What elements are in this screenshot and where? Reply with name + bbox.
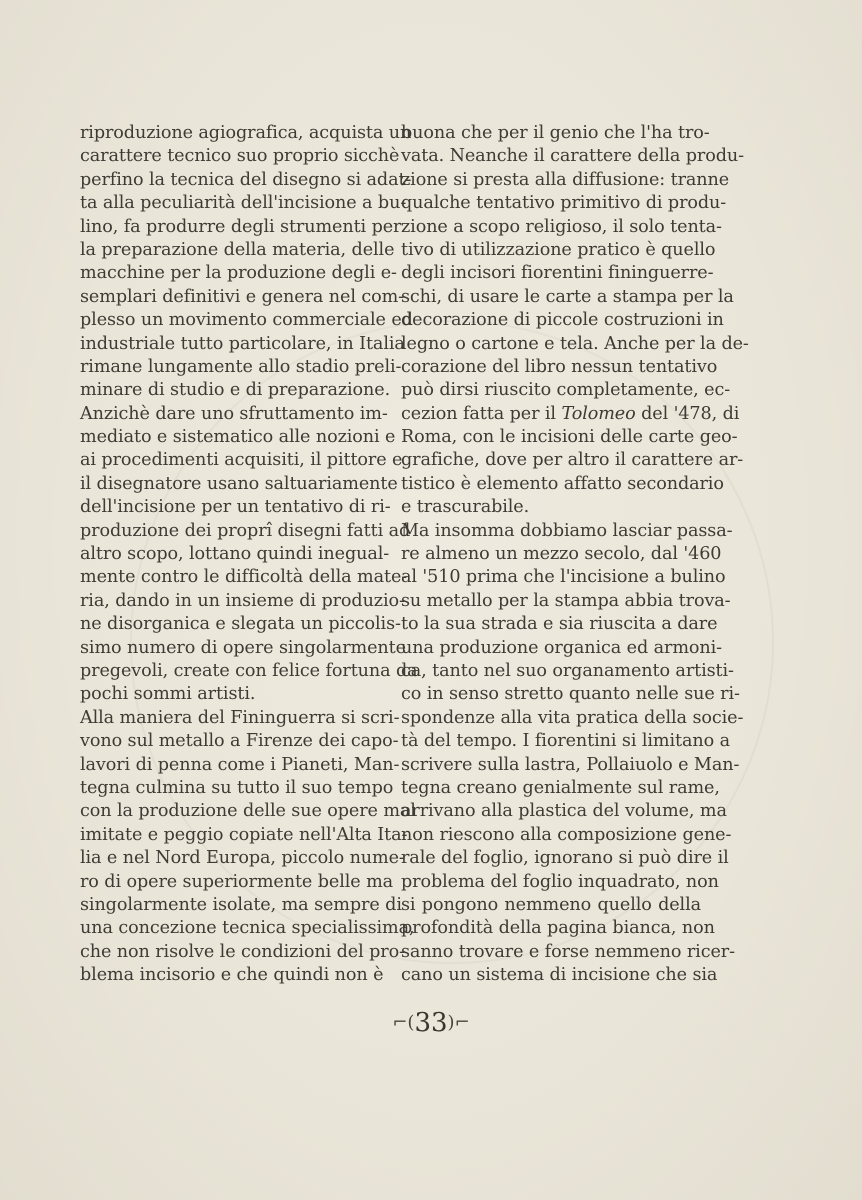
text-line: tegna creano genialmente sul rame, [401, 777, 720, 798]
text-line: rale del foglio, ignorano si può dire il [401, 848, 729, 869]
text-line: Anzichè dare uno sfruttamento im- [80, 403, 388, 424]
text-line: pochi sommi artisti. [80, 684, 256, 705]
text-line: ne disorganica e slegata un piccolis- [80, 614, 401, 635]
text-line: che non risolve le condizioni del pro- [80, 941, 405, 962]
text-line: tà del tempo. I fiorentini si limitano a [401, 731, 730, 752]
text-line: to la sua strada e sia riuscita a dare [401, 614, 718, 635]
text-line: cano un sistema di incisione che sia [401, 965, 718, 986]
text-line: Ma insomma dobbiamo lasciar passa- [401, 520, 733, 541]
text-line: ria, dando in un insieme di produzio- [80, 590, 405, 611]
text-line: una concezione tecnica specialissima, [80, 918, 415, 939]
text-line: può dirsi riuscito completamente, ec- [401, 380, 731, 401]
folio-ornament-right: )⌐ [447, 1012, 470, 1033]
text-line: re almeno un mezzo secolo, dal '460 [401, 544, 722, 565]
text-line: carattere tecnico suo proprio sicchè [80, 146, 400, 167]
text-line: una produzione organica ed armoni- [401, 637, 723, 658]
text-line: industriale tutto particolare, in Italia [80, 333, 405, 354]
text-line: minare di studio e di preparazione. [80, 380, 391, 401]
text-line: lino, fa produrre degli strumenti per [80, 216, 402, 237]
text-line: Alla maniera del Fininguerra si scri- [80, 707, 400, 728]
text-line: singolarmente isolate, ma sempre di [80, 894, 402, 915]
text-line: ca, tanto nel suo organamento artisti- [401, 660, 734, 681]
text-line: rimane lungamente allo stadio preli- [80, 356, 402, 377]
text-line: altro scopo, lottano quindi inegual- [80, 544, 390, 565]
text-line: problema del foglio inquadrato, non [401, 871, 719, 892]
page-number [331, 1008, 531, 1038]
text-line: tegna culmina su tutto il suo tempo [80, 777, 394, 798]
text-line: simo numero di opere singolarmente [80, 637, 406, 658]
text-line: arrivano alla plastica del volume, ma [401, 801, 727, 822]
text-line: zione a scopo religioso, il solo tenta- [401, 216, 722, 237]
text-line: riproduzione agiografica, acquista un [80, 123, 412, 143]
text-line: con la produzione delle sue opere mal [80, 801, 416, 822]
text-line: la preparazione della materia, delle [80, 239, 395, 260]
text-line: spondenze alla vita pratica della socie- [401, 707, 744, 728]
text-line: buona che per il genio che l'ha tro- [401, 123, 710, 143]
text-line: mente contro le difficoltà della mate- [80, 567, 408, 588]
italic-title: Tolomeo [561, 403, 636, 424]
text-line: scrivere sulla lastra, Pollaiuolo e Man- [401, 754, 740, 775]
text-line: tistico è elemento affatto secondario [401, 473, 724, 494]
text-line: cezion fatta per il Tolomeo del '478, di [401, 403, 740, 424]
text-line: profondità della pagina bianca, non [401, 918, 715, 939]
text-line: grafiche, dove per altro il carattere ar- [401, 450, 744, 471]
text-line: mediato e sistematico alle nozioni e [80, 427, 396, 448]
text-line: il disegnatore usano saltuariamente [80, 473, 398, 494]
text-line: macchine per la produzione degli e- [80, 263, 397, 284]
text-line: sanno trovare e forse nemmeno ricer- [401, 941, 735, 962]
text-line: vata. Neanche il carattere della produ- [401, 146, 744, 167]
text-line: perfino la tecnica del disegno si adat- [80, 169, 412, 190]
text-line: degli incisori fiorentini fininguerre- [401, 263, 714, 284]
text-line: al '510 prima che l'incisione a bulino [401, 567, 726, 588]
text-line: su metallo per la stampa abbia trova- [401, 590, 731, 611]
text-line: e trascurabile. [401, 497, 530, 518]
text-line: semplari definitivi e genera nel com- [80, 286, 405, 307]
text-line: schi, di usare le carte a stampa per la [401, 286, 734, 307]
text-line: zione si presta alla diffusione: tranne [401, 169, 730, 190]
text-line: legno o cartone e tela. Anche per la de- [401, 333, 749, 354]
text-line: qualche tentativo primitivo di produ- [401, 193, 727, 214]
text-line: ro di opere superiormente belle ma [80, 871, 394, 892]
text-line: blema incisorio e che quindi non è [80, 965, 384, 986]
text-line: produzione dei proprî disegni fatti ad [80, 520, 411, 541]
text-line: dell'incisione per un tentativo di ri- [80, 497, 391, 518]
text-line: vono sul metallo a Firenze dei capo- [80, 731, 399, 752]
left-text-column [80, 122, 418, 987]
page-number-value: 33 [414, 1008, 448, 1038]
right-text-column [401, 122, 749, 987]
text-line: corazione del libro nessun tentativo [401, 356, 718, 377]
text-line: tivo di utilizzazione pratico è quello [401, 239, 716, 260]
text-line: ai procedimenti acquisiti, il pittore e [80, 450, 403, 471]
text-line: imitate e peggio copiate nell'Alta Ita- [80, 824, 408, 845]
text-line: lavori di penna come i Pianeti, Man- [80, 754, 400, 775]
folio-ornament-left: ⌐( [392, 1012, 415, 1033]
text-line: ta alla peculiarità dell'incisione a bu- [80, 193, 407, 214]
text-line: plesso un movimento commerciale ed [80, 310, 413, 331]
text-line: non riescono alla composizione gene- [401, 824, 732, 845]
text-line: lia e nel Nord Europa, piccolo nume- [80, 848, 405, 869]
text-line: decorazione di piccole costruzioni in [401, 310, 724, 331]
text-line: Roma, con le incisioni delle carte geo- [401, 427, 738, 448]
text-line: si pongono nemmeno quello della [401, 894, 701, 915]
text-line: pregevoli, create con felice fortuna da [80, 660, 418, 681]
text-line: co in senso stretto quanto nelle sue ri- [401, 684, 740, 705]
